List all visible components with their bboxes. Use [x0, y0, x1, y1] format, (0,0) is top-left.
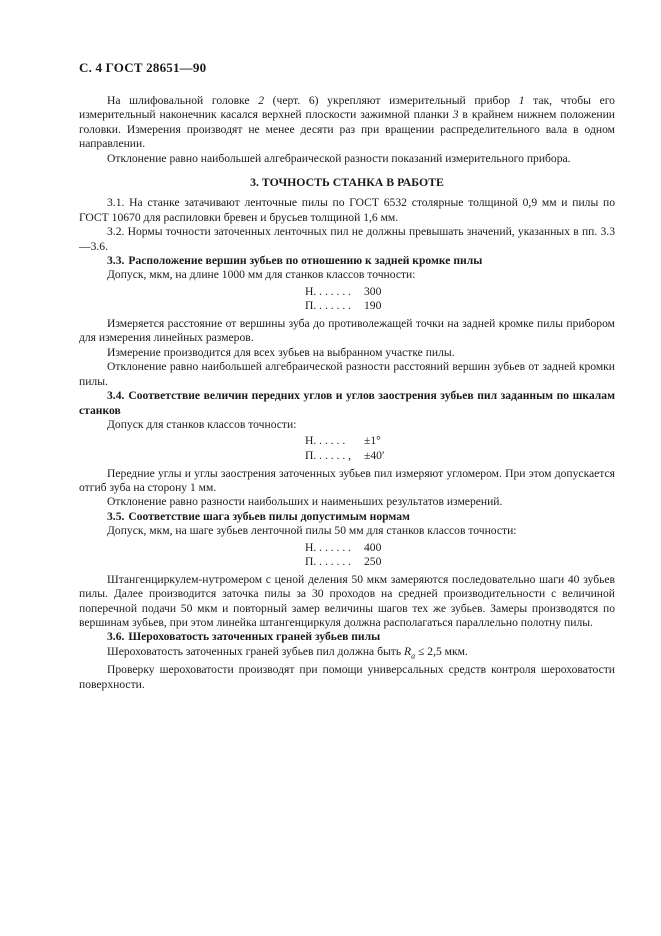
- clause-3-5-paragraph-1: Штангенциркулем-нутромером с ценой деления 50 мкм замеряются последовательно шаги 40 зубьев пилы. Далее производится заточка пилы за 30 проходов на средней производительности с величиной поперечной подачи 50 мкм и повторный замер величины шагов тех же зубьев. Замеры производятся по вершинам зубьев, при этом линейка штангенциркуля должна располагаться параллельно полотну пилы.: [79, 572, 615, 629]
- tolerance-row: Н. . . . . . ±1°: [305, 434, 381, 448]
- intro-paragraph-2: Отклонение равно наибольшей алгебраической разности показаний измерительного прибора.: [107, 151, 571, 165]
- clause-3-3-tolerance-text: Допуск, мкм, на длине 1000 мм для станков классов точности:: [107, 268, 416, 282]
- tolerance-row: Н. . . . . . . 300: [305, 284, 382, 298]
- page-header: С. 4 ГОСТ 28651—90: [79, 60, 207, 75]
- clause-3-3-paragraph-1: Измеряется расстояние от вершины зуба до противолежащей точки на задней кромке пилы прибором для измерения линейных размеров.: [79, 317, 615, 345]
- clause-3-4-paragraph-1: Передние углы и углы заострения заточенных зубьев пил измеряют угломером. При этом допускается отгиб зуба на сторону 1 мм.: [79, 466, 615, 494]
- clause-3-4-heading: 3.4. Соответствие величин передних углов и углов заострения зубьев пил заданным по шкалам станков: [79, 389, 615, 417]
- clause-3-6-heading: 3.6. Шероховатость заточенных граней зубьев пилы: [107, 630, 381, 644]
- clause-3-4-tolerance-text: Допуск для станков классов точности:: [107, 417, 297, 431]
- document-body: [79, 94, 615, 692]
- clause-3-6-paragraph-2: Проверку шероховатости производят при помощи универсальных средств контроля шероховатости поверхности.: [79, 663, 615, 691]
- clause-3-5-heading: 3.5. Соответствие шага зубьев пилы допустимым нормам: [107, 509, 410, 523]
- clause-3-6-paragraph-1: Шероховатость заточенных граней зубьев пил должна быть $R_a \le 2,5$ мкм.: [107, 644, 468, 661]
- tolerance-row: Н. . . . . . . 400: [305, 540, 382, 554]
- clause-3-5-tolerance-text: Допуск, мкм, на шаге зубьев ленточной пилы 50 мм для станков классов точности:: [107, 524, 517, 538]
- clause-3-3-heading: 3.3. Расположение вершин зубьев по отношению к задней кромке пилы: [107, 254, 483, 268]
- tolerance-row: П. . . . . . . 250: [305, 555, 382, 569]
- clause-3-4-paragraph-2: Отклонение равно разности наибольших и наименьших результатов измерений.: [107, 495, 503, 509]
- intro-paragraph-1: На шлифовальной головке 2 (черт. 6) укрепляют измерительный прибор 1 так, чтобы его измерительный наконечник касался верхней плоскости зажимной планки 3 в крайнем нижнем положении головки. Измерения производят не менее десяти раз при вращении распределительного вала в одном направлении.: [79, 94, 615, 151]
- tolerance-row: П. . . . . . . 190: [305, 299, 382, 313]
- clause-3-1: 3.1. На станке затачивают ленточные пилы по ГОСТ 6532 столярные толщиной 0,9 мм и пилы по ГОСТ 10670 для распиловки бревен и брусьев толщиной 1,6 мм.: [79, 196, 615, 224]
- clause-3-3-tolerance-table: [79, 285, 615, 314]
- clause-3-4-tolerance-table: [79, 434, 615, 463]
- section-3-title: 3. ТОЧНОСТЬ СТАНКА В РАБОТЕ: [250, 175, 444, 190]
- clause-3-3-paragraph-2: Измерение производится для всех зубьев на выбранном участке пилы.: [107, 345, 455, 359]
- tolerance-row: П. . . . . . , ±40′: [305, 448, 385, 462]
- clause-3-5-tolerance-table: [79, 541, 615, 570]
- clause-3-3-paragraph-3: Отклонение равно наибольшей алгебраической разности расстояний вершин зубьев от задней кромки пилы.: [79, 360, 615, 388]
- clause-3-2: 3.2. Нормы точности заточенных ленточных пил не должны превышать значений, указанных в пп. 3.3—3.6.: [79, 225, 615, 253]
